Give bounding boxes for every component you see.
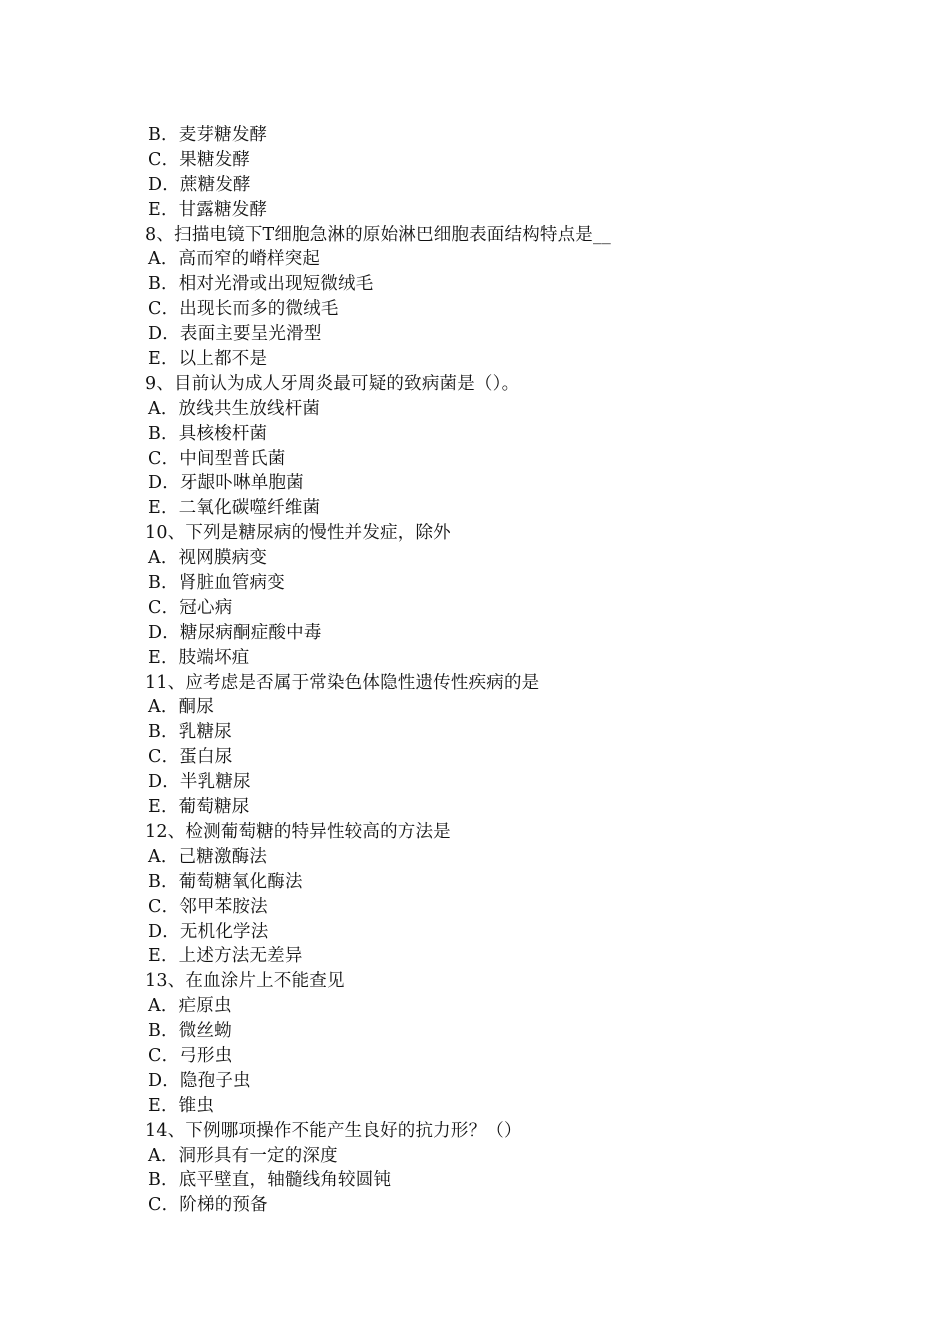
answer-option: D．表面主要呈光滑型 (148, 324, 322, 345)
answer-option: A．己糖激酶法 (148, 846, 268, 867)
answer-option: D．糖尿病酮症酸中毒 (148, 622, 322, 643)
answer-option: D．隐孢子虫 (148, 1070, 251, 1091)
answer-option: C．出现长而多的微绒毛 (148, 299, 339, 320)
answer-option: C．冠心病 (148, 597, 233, 618)
document-body (145, 123, 825, 1218)
answer-option: E．二氧化碳噬纤维菌 (148, 498, 321, 519)
answer-option: D．牙龈卟啉单胞菌 (148, 473, 304, 494)
answer-option: E．肢端坏疽 (148, 647, 250, 668)
question-stem: 13、在血涂片上不能查见 (145, 971, 345, 992)
answer-option: A．高而窄的嵴样突起 (148, 249, 321, 270)
answer-option: E．甘露糖发酵 (148, 199, 268, 220)
answer-option: B．微丝蚴 (148, 1021, 232, 1042)
answer-option: B．麦芽糖发酵 (148, 125, 268, 145)
answer-option: A．酮尿 (148, 697, 214, 718)
answer-option: C．邻甲苯胺法 (148, 896, 268, 917)
answer-option: A．放线共生放线杆菌 (148, 398, 321, 419)
answer-option: C．阶梯的预备 (148, 1195, 268, 1216)
answer-option: B．具核梭杆菌 (148, 423, 268, 444)
answer-option: B．葡萄糖氧化酶法 (148, 871, 303, 892)
question-stem: 8、扫描电镜下T细胞急淋的原始淋巴细胞表面结构特点是__ (145, 224, 611, 245)
answer-option: A．视网膜病变 (148, 548, 268, 569)
answer-option: C．弓形虫 (148, 1045, 233, 1066)
answer-option: C．中间型普氏菌 (148, 448, 286, 469)
answer-option: D．蔗糖发酵 (148, 174, 251, 195)
answer-option: D．无机化学法 (148, 921, 269, 942)
answer-option: B．底平壁直，轴髓线角较圆钝 (148, 1170, 392, 1191)
answer-option: E．上述方法无差异 (148, 946, 303, 967)
answer-option: A．疟原虫 (148, 996, 232, 1017)
question-stem: 9、目前认为成人牙周炎最可疑的致病菌是（）。 (145, 373, 520, 394)
question-stem: 11、应考虑是否属于常染色体隐性遗传性疾病的是 (145, 672, 540, 693)
answer-option: A．洞形具有一定的深度 (148, 1145, 338, 1166)
question-stem: 10、下列是糖尿病的慢性并发症，除外 (145, 523, 451, 544)
answer-option: D．半乳糖尿 (148, 772, 251, 793)
answer-option: B．乳糖尿 (148, 722, 232, 743)
answer-option: E．锥虫 (148, 1095, 215, 1116)
answer-option: C．果糖发酵 (148, 149, 251, 170)
answer-option: B．相对光滑或出现短微绒毛 (148, 274, 374, 295)
question-stem: 14、下例哪项操作不能产生良好的抗力形？（） (145, 1120, 522, 1141)
question-stem: 12、检测葡萄糖的特异性较高的方法是 (145, 821, 451, 842)
answer-option: E．葡萄糖尿 (148, 797, 250, 818)
answer-option: C．蛋白尿 (148, 747, 233, 768)
answer-option: B．肾脏血管病变 (148, 573, 285, 594)
answer-option: E．以上都不是 (148, 349, 268, 370)
